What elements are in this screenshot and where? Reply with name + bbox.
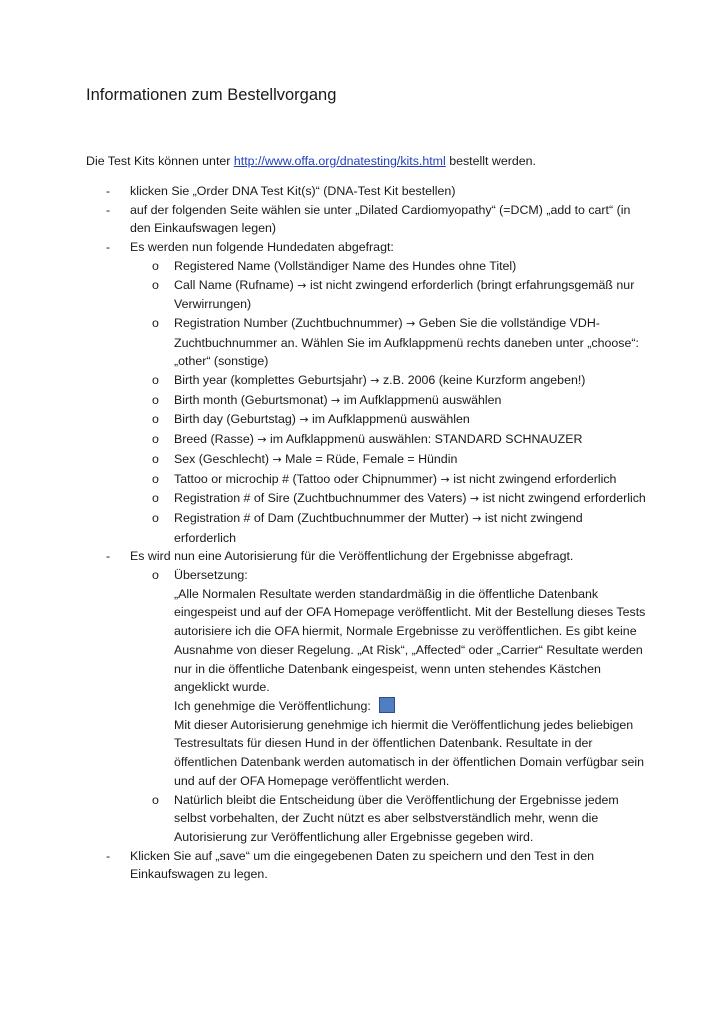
note-text: Natürlich bleibt die Entscheidung über die Veröffentlichung der Ergebnisse jedem selbst vorbehalten, der Zucht nützt es aber selbstverständlich mehr, wenn die Autorisierung zur Veröffentlichung aller Ergebnisse gegeben wird.	[174, 792, 619, 844]
circle-bullet: o	[152, 315, 159, 330]
field-registration-number	[86, 314, 646, 371]
list-item-text: Es werden nun folgende Hundedaten abgefragt:	[130, 240, 394, 255]
instruction-list	[86, 182, 646, 884]
arrow-right-icon: →	[370, 374, 380, 388]
arrow-right-icon: →	[469, 492, 480, 506]
field-note: im Aufklappmenü auswählen	[312, 412, 470, 427]
translation-quote: „Alle Normalen Resultate werden standardmäßig in die öffentliche Datenbank eingespeist und auf der OFA Homepage veröffentlicht. Mit der Bestellung dieses Tests autorisiere ich die OFA hiermit, Normale Ergebnisse zu veröffentlichen. Es gibt keine Ausnahme von dieser Regelung. „At Risk“, „Affected“ oder „Carrier“ Resultate werden nur in die öffentliche Datenbank eingespeist, wenn unten stehendes Kästchen angeklickt wurde.	[174, 586, 646, 695]
field-note: ist nicht zwingend erforderlich (bringt erfahrungsgemäß nur Verwirrungen)	[174, 277, 635, 312]
list-item-text: klicken Sie „Order DNA Test Kit(s)“ (DNA-Test Kit bestellen)	[130, 184, 456, 198]
arrow-right-icon: →	[331, 393, 341, 407]
arrow-right-icon: →	[406, 316, 416, 330]
field-label: Registration # of Dam (Zuchtbuchnummer der Mutter)	[174, 510, 469, 525]
field-note: Male = Rüde, Female = Hündin	[285, 451, 458, 466]
list-item-text: Es wird nun eine Autorisierung für die Veröffentlichung der Ergebnisse abgefragt.	[130, 549, 574, 564]
field-label: Registration # of Sire (Zuchtbuchnummer des Vaters)	[174, 491, 467, 506]
field-label: Registration Number (Zuchtbuchnummer)	[174, 315, 403, 330]
circle-bullet: o	[152, 258, 159, 273]
translation-block	[86, 566, 646, 790]
arrow-right-icon: →	[257, 433, 267, 447]
field-registration-sire	[86, 489, 646, 509]
list-item-text: auf der folgenden Seite wählen sie unter „Dilated Cardiomyopathy“ (=DCM) „add to cart“ (in den Einkaufswagen legen)	[130, 202, 631, 236]
field-sex	[86, 450, 646, 470]
field-note: im Aufklappmenü auswählen: STANDARD SCHNAUZER	[270, 432, 583, 447]
field-label: Birth day (Geburtstag)	[174, 412, 296, 427]
consent-checkbox[interactable]	[379, 697, 395, 713]
field-label: Birth month (Geburtsmonat)	[174, 392, 328, 407]
authorization-sub-list	[86, 566, 646, 847]
dog-data-field-list	[86, 257, 646, 548]
field-label: Birth year (komplettes Geburtsjahr)	[174, 373, 367, 388]
list-item-text: Klicken Sie auf „save“ um die eingegebenen Daten zu speichern und den Test in den Einkaufswagen zu legen.	[130, 848, 595, 882]
dash-bullet: -	[106, 202, 111, 217]
dash-bullet: -	[106, 848, 111, 863]
field-label: Tattoo or microchip # (Tattoo oder Chipnummer)	[174, 471, 438, 486]
field-note: ist nicht zwingend erforderlich	[174, 510, 583, 545]
field-note: im Aufklappmenü auswählen	[343, 392, 502, 407]
circle-bullet: o	[152, 510, 159, 525]
field-registered-name	[86, 257, 646, 276]
list-item-save	[86, 847, 646, 884]
field-breed	[86, 430, 646, 450]
field-note: ist nicht zwingend erforderlich	[453, 471, 617, 486]
arrow-right-icon: →	[272, 452, 282, 466]
circle-bullet: o	[152, 792, 159, 807]
translation-heading: Übersetzung:	[174, 568, 248, 583]
list-item-authorization	[86, 547, 646, 566]
field-note: ist nicht zwingend erforderlich	[482, 491, 646, 506]
field-label: Call Name (Rufname)	[174, 277, 294, 292]
circle-bullet: o	[152, 568, 159, 583]
field-tattoo-microchip	[86, 470, 646, 490]
field-label: Breed (Rasse)	[174, 432, 254, 447]
arrow-right-icon: →	[297, 278, 307, 292]
field-birth-year	[86, 371, 646, 391]
dash-bullet: -	[106, 240, 111, 255]
list-item-dog-data	[86, 238, 646, 257]
field-call-name	[86, 276, 646, 314]
circle-bullet: o	[152, 471, 159, 486]
circle-bullet: o	[152, 491, 159, 506]
arrow-right-icon: →	[440, 472, 450, 486]
circle-bullet: o	[152, 392, 159, 407]
field-label: Registered Name (Vollständiger Name des Hundes ohne Titel)	[174, 258, 517, 273]
kits-link[interactable]: http://www.offa.org/dnatesting/kits.html	[233, 154, 446, 168]
circle-bullet: o	[152, 277, 159, 292]
circle-bullet: o	[152, 373, 159, 388]
list-item-order-kit	[86, 182, 646, 201]
consent-label: Ich genehmige die Veröffentlichung:	[174, 698, 371, 713]
field-note: z.B. 2006 (keine Kurzform angeben!)	[382, 373, 586, 388]
dash-bullet: -	[106, 549, 111, 564]
consent-text: Mit dieser Autorisierung genehmige ich hiermit die Veröffentlichung jedes beliebigen Testresultats für diesen Hund in der öffentlichen Datenbank. Resultate in der öffentlichen Datenbank werden automatisch in der öffentlichen Domain verfügbar sein und auf der OFA Homepage veröffentlicht werden.	[174, 717, 644, 788]
intro-paragraph	[86, 152, 536, 171]
circle-bullet: o	[152, 432, 159, 447]
circle-bullet: o	[152, 412, 159, 427]
arrow-right-icon: →	[472, 511, 482, 525]
list-item-add-to-cart	[86, 201, 646, 238]
authorization-note	[86, 791, 646, 847]
intro-text-before: Die Test Kits können unter	[86, 154, 234, 168]
field-birth-month	[86, 391, 646, 411]
dash-bullet: -	[106, 184, 111, 198]
consent-row	[174, 697, 646, 716]
field-note: Geben Sie die vollständige VDH-Zuchtbuchnummer an. Wählen Sie im Aufklappmenü rechts daneben unter „choose“: „other“ (sonstige)	[174, 315, 639, 369]
circle-bullet: o	[152, 451, 159, 466]
field-birth-day	[86, 410, 646, 430]
field-registration-dam	[86, 509, 646, 547]
intro-text-after: bestellt werden.	[445, 154, 536, 168]
page-title: Informationen zum Bestellvorgang	[86, 86, 337, 104]
field-label: Sex (Geschlecht)	[174, 451, 270, 466]
arrow-right-icon: →	[299, 413, 309, 427]
